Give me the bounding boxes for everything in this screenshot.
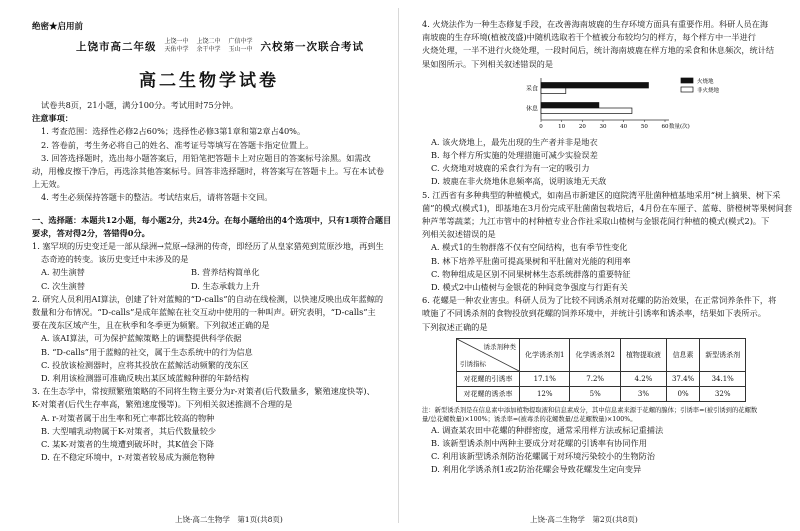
option-row xyxy=(32,280,386,293)
option-b: B. 大型哺乳动物属于K-对策者，其后代数量较少 xyxy=(41,425,217,436)
table-cell: 34.1% xyxy=(700,371,746,386)
section-heading: 要求，答对得2分，答错得0分。 xyxy=(32,227,150,238)
school-name: 天佑中学 xyxy=(164,46,189,53)
notes-title: 注意事项： xyxy=(32,113,73,124)
column-header: 信息素 xyxy=(666,338,699,371)
question-stem: 3. 在生态学中，常按照繁殖策略的不同将生物主要分为r-对策者(后代数量多，繁殖速度快等)、 xyxy=(32,386,375,397)
deer-frequency-chart xyxy=(517,74,737,132)
question-stem: 数量和分布情况。“D-calls”是成年蓝鲸在社交互动中使用的一种叫声。研究表明，“D-calls”主 xyxy=(32,307,376,318)
question-stem: 菌”的模式(模式1)，即基地在3月份完成平肚菌菌包栽培后，4月份在车厘子、蓝莓、脐橙树等果树间套 xyxy=(422,202,793,213)
question-stem: K-对策者(后代生存率高，繁殖速度慢等)。下列相关叙述推测不合理的是 xyxy=(32,399,293,410)
option-a: A. 模式1的生物群落不仅有空间结构，也有季节性变化 xyxy=(431,242,628,253)
row-label: 对花螺的诱杀率 xyxy=(457,386,520,401)
table-cell: 3% xyxy=(620,386,666,401)
lure-agent-table xyxy=(456,338,746,402)
legend-label: 火烧地 xyxy=(697,78,714,85)
column-header: 化学诱杀剂1 xyxy=(520,338,570,371)
legend-label: 非火烧地 xyxy=(697,87,720,94)
option-d: D. 坡鹿在非火烧地休息频率高，说明该地无天敌 xyxy=(431,176,607,187)
note-line: 3. 回答选择题时，选出每小题答案后，用铅笔把答题卡上对应题目的答案标号涂黑。如需改 xyxy=(41,152,371,163)
option-c: C. 物种组成是区别不同果树林生态系统群落的重要特征 xyxy=(431,268,631,279)
legend-swatch xyxy=(681,87,693,92)
option-c: C. 某K-对策者的生境遭到破坏时，其K值会下降 xyxy=(41,439,214,450)
option-d: D. 在不稳定环境中，r-对策者较易成为濒危物种 xyxy=(41,452,215,463)
table-cell: 17.1% xyxy=(520,371,570,386)
table-cell: 5% xyxy=(570,386,620,401)
category-label: 采食 xyxy=(525,85,538,93)
option-c: C. 次生演替 xyxy=(41,280,85,291)
x-axis-label: 数量(次) xyxy=(669,123,690,130)
question-5 xyxy=(422,189,793,295)
question-stem: 喷施了不同诱杀剂的食物投放到花螺的饲养环境中，并统计引诱率和诱杀率，结果如下表所示。 xyxy=(422,308,766,319)
question-stem: 4. 火烧法作为一种生态修复手段，在改善海南坡鹿的生存环境方面具有重要作用。科研人员在海 xyxy=(422,19,769,29)
option-a: A. 该AI算法，可为保护蓝鲸策略上的调整提供科学依据 xyxy=(41,333,242,344)
confidential-mark: 绝密★启用前 xyxy=(32,22,84,32)
school-name: 上饶一中 xyxy=(164,38,189,45)
school-name: 广信中学 xyxy=(228,38,253,45)
question-3 xyxy=(32,385,386,464)
notes-list xyxy=(32,125,386,204)
school-name: 玉山一中 xyxy=(228,46,253,53)
corner-top-label: 诱杀剂种类 xyxy=(483,342,516,351)
question-stem: 种芦苇等蔬菜；九江市管中的村种植专业合作社采取山楂树与金银花间行种植的模式(模式2)。下 xyxy=(422,216,770,227)
table-cell: 0% xyxy=(666,386,699,401)
bar-burned xyxy=(541,82,648,88)
option-d: D. 利用该检测器可准确反映出某区域蓝鲸种群的年龄结构 xyxy=(41,373,249,384)
option-a: A. 调查某农田中花螺的种群密度，通常采用样方法或标记重捕法 xyxy=(431,424,664,435)
option-a: A. 该火烧地上，最先出现的生产者并非是地衣 xyxy=(431,136,598,147)
x-tick-label: 40 xyxy=(620,123,628,130)
table-corner-cell xyxy=(457,338,520,371)
table-cell: 7.2% xyxy=(570,371,620,386)
question-stem: 态奇迹的转变。该历史变迁中未涉及的是 xyxy=(41,254,189,265)
table-note: 注：新型诱杀剂是在信息素中添加植物提取液和信息素成分，其中信息素来源于花螺的腺体；引诱率=(被引诱到的花螺数 xyxy=(422,406,758,414)
chart-svg xyxy=(517,74,737,132)
school-name: 余干中学 xyxy=(196,46,221,53)
table-row xyxy=(457,371,746,386)
row-label: 对花螺的引诱率 xyxy=(457,371,520,386)
table-cell: 32% xyxy=(700,386,746,401)
option-row xyxy=(32,266,386,279)
note-line: 动，用橡皮擦干净后，再选涂其他答案标号。回答非选择题时，将答案写在答题卡上。写在本试卷 xyxy=(32,166,385,177)
x-tick-label: 0 xyxy=(539,123,543,130)
header-exam-name: 六校第一次联合考试 xyxy=(260,40,365,53)
question-stem: 果如图所示。下列相关叙述错误的是 xyxy=(422,58,554,69)
option-c: C. 火烧地对坡鹿的采食行为有一定的吸引力 xyxy=(431,163,590,174)
legend-swatch xyxy=(681,78,693,83)
page-footer: 上饶·高二生物学 第2页(共8页) xyxy=(530,515,638,524)
column-header: 植物提取液 xyxy=(620,338,666,371)
question-1 xyxy=(32,240,386,293)
option-b: B. 营养结构简单化 xyxy=(191,267,260,278)
x-tick-label: 60 xyxy=(661,123,669,130)
x-tick-label: 30 xyxy=(599,123,607,130)
option-d: D. 利用化学诱杀剂1或2防治花螺会导致花螺发生定向变异 xyxy=(431,464,642,475)
page-footer: 上饶·高二生物学 第1页(共8页) xyxy=(175,515,283,524)
question-stem: 6. 花螺是一种农业害虫。科研人员为了比较不同诱杀剂对花螺的防治效果，在正常饲养条件下，将 xyxy=(422,295,777,306)
question-stem: 1. 塞罕坝的历史变迁是一部从绿洲→荒原→绿洲的传奇，即经历了从皇家猎苑到荒原沙地，再到生 xyxy=(32,241,384,252)
option-c: C. 投放该检测器时，应将其投放在蓝鲸活动频繁的茂东区 xyxy=(41,359,249,370)
note-line: 1. 考查范围：选择性必修2占60%；选择性必修3第1章和第2章占40%。 xyxy=(41,126,306,137)
question-6 xyxy=(422,294,780,476)
page-2 xyxy=(400,0,800,531)
x-tick-label: 20 xyxy=(578,123,586,130)
bar-unburned xyxy=(541,108,632,114)
header-city: 上饶市高二年级 xyxy=(76,40,157,53)
option-b: B. 每个样方所实施的处理措施可减少实验误差 xyxy=(431,150,598,161)
question-stem: 火烧处理，一半不进行火烧处理，一段时间后，统计海南坡鹿在样方地的采食和休息频次，统计结 xyxy=(422,45,775,56)
question-stem: 列相关叙述错误的是 xyxy=(422,229,496,240)
question-stem: 要在茂东区域产生，且在秋季和冬季更为频繁。下列叙述正确的是 xyxy=(32,320,270,331)
note-line: 2. 答卷前，考生务必将自己的姓名、准考证号等填写在答题卡指定位置上。 xyxy=(41,139,314,150)
x-tick-label: 50 xyxy=(640,123,648,130)
table-header-row xyxy=(457,338,746,371)
x-tick-label: 10 xyxy=(558,123,566,130)
option-d: D. 生态承载力上升 xyxy=(191,280,260,291)
column-header: 化学诱杀剂2 xyxy=(570,338,620,371)
table-cell: 37.4% xyxy=(666,371,699,386)
paper-title: 高二生物学试卷 xyxy=(139,71,279,91)
question-stem: 2. 研究人员利用AI算法，创建了针对蓝鲸的“D-calls”的自动在线检测，以快速反映出成年蓝鲸的 xyxy=(32,293,384,304)
category-label: 休息 xyxy=(525,105,538,113)
section-heading: 一、选择题：本题共12小题，每小题2分，共24分。在每小题给出的4个选项中，只有1项符合题目 xyxy=(32,214,392,225)
school-name: 上饶二中 xyxy=(196,38,221,45)
option-d: D. 模式2中山楂树与金银花的种间竞争强度与行距有关 xyxy=(431,282,628,293)
header-schools xyxy=(165,38,253,54)
question-4 xyxy=(422,18,780,189)
option-b: B. 该新型诱杀剂中两种主要成分对花螺的引诱率有协同作用 xyxy=(431,438,647,449)
question-stem: 下列叙述正确的是 xyxy=(422,321,488,332)
note-line: 4. 考生必须保持答题卡的整洁。考试结束后，请将答题卡交回。 xyxy=(41,192,273,203)
option-a: A. 初生演替 xyxy=(41,267,85,278)
question-2 xyxy=(32,293,386,385)
column-header: 新型诱杀剂 xyxy=(700,338,746,371)
paper-intro: 试卷共8页，21小题，满分100分。考试用时75分钟。 xyxy=(41,100,239,110)
table-cell: 4.2% xyxy=(620,371,666,386)
bar-unburned xyxy=(541,88,566,94)
option-c: C. 利用该新型诱杀剂防治花螺属于对环境污染较小的生物防治 xyxy=(431,451,656,462)
table-note: 量/总花螺数量)×100%；诱杀率=(被毒杀的花螺数量/总花螺数量)×100%。 xyxy=(422,415,637,423)
option-b: B. “D-calls”用于蓝鲸的社交，属于生态系统中的行为信息 xyxy=(41,346,253,357)
question-stem: 5. 江西省有多种典型的种植模式，如南昌市新建区的庭院湾平肚菌种植基地采用“树上摘果、树下采 xyxy=(422,189,781,200)
corner-bottom-label: 引诱指标 xyxy=(460,359,486,368)
table-cell: 12% xyxy=(520,386,570,401)
bar-burned xyxy=(541,102,599,108)
exam-header xyxy=(76,38,386,54)
table-row xyxy=(457,386,746,401)
option-a: A. r-对策者属于出生率和死亡率都比较高的物种 xyxy=(41,412,215,423)
note-line: 上无效。 xyxy=(32,179,65,190)
option-b: B. 林下培养平肚菌可提高果树和平肚菌对光能的利用率 xyxy=(431,255,631,266)
question-stem: 南坡鹿的生存环境(植被茂盛)中随机选取若干个植被分布较均匀的样方，每个样方中一半进行 xyxy=(422,32,756,43)
